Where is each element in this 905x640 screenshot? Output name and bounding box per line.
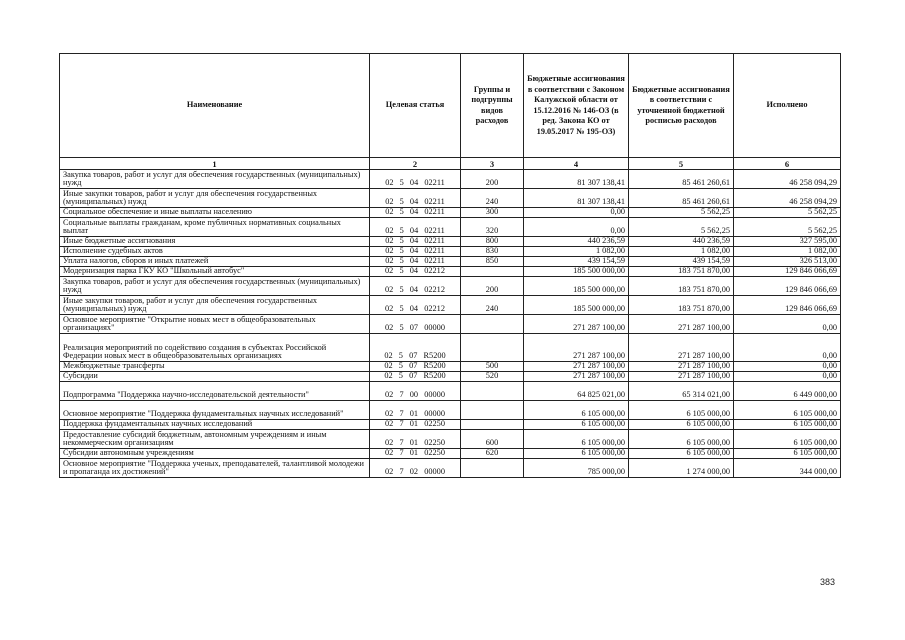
row-revised-allocation-cell: 183 751 870,00 <box>629 267 734 277</box>
row-expense-group-cell <box>461 420 524 430</box>
column-number: 4 <box>524 158 629 170</box>
row-expense-group-cell <box>461 267 524 277</box>
budget-sheet <box>59 53 840 478</box>
row-expense-group-cell: 600 <box>461 430 524 449</box>
row-name-cell: Закупка товаров, работ и услуг для обеспечения государственных (муниципальных) нужд <box>60 277 370 296</box>
row-law-allocation-cell: 439 154,59 <box>524 257 629 267</box>
row-law-allocation-cell: 271 287 100,00 <box>524 362 629 372</box>
row-name-cell: Закупка товаров, работ и услуг для обеспечения государственных (муниципальных) нужд <box>60 170 370 189</box>
column-number-row <box>60 158 841 170</box>
row-target-article-cell: 02 5 07 R5200 <box>370 334 461 362</box>
row-executed-cell: 129 846 066,69 <box>734 296 841 315</box>
row-name-cell: Иные бюджетные ассигнования <box>60 237 370 247</box>
row-law-allocation-cell: 6 105 000,00 <box>524 449 629 459</box>
row-revised-allocation-cell: 6 105 000,00 <box>629 401 734 420</box>
row-name-cell: Уплата налогов, сборов и иных платежей <box>60 257 370 267</box>
row-revised-allocation-cell: 271 287 100,00 <box>629 372 734 382</box>
row-executed-cell: 129 846 066,69 <box>734 267 841 277</box>
row-revised-allocation-cell: 1 082,00 <box>629 247 734 257</box>
row-target-article-cell: 02 5 04 02212 <box>370 296 461 315</box>
row-revised-allocation-cell: 6 105 000,00 <box>629 449 734 459</box>
row-target-article-cell: 02 7 02 00000 <box>370 459 461 478</box>
row-name-cell: Субсидии <box>60 372 370 382</box>
row-target-article-cell: 02 5 04 02212 <box>370 267 461 277</box>
row-law-allocation-cell: 1 082,00 <box>524 247 629 257</box>
row-expense-group-cell <box>461 382 524 401</box>
row-name-cell: Предоставление субсидий бюджетным, автономным учреждениям и иным некоммерческим организациям <box>60 430 370 449</box>
row-name-cell: Основное мероприятие "Поддержка фундаментальных научных исследований" <box>60 401 370 420</box>
row-name-cell: Социальное обеспечение и иные выплаты населению <box>60 208 370 218</box>
row-law-allocation-cell: 440 236,59 <box>524 237 629 247</box>
table-row <box>60 315 841 334</box>
row-executed-cell: 1 082,00 <box>734 247 841 257</box>
row-target-article-cell: 02 7 01 02250 <box>370 430 461 449</box>
row-expense-group-cell <box>461 459 524 478</box>
row-revised-allocation-cell: 440 236,59 <box>629 237 734 247</box>
row-executed-cell: 129 846 066,69 <box>734 277 841 296</box>
row-executed-cell: 5 562,25 <box>734 218 841 237</box>
header-law-allocations: Бюджетные ассигнования в соответствии с Законом Калужской области от 15.12.2016 № 146-ОЗ (в ред. Закона КО от 19.05.2017 № 195-ОЗ) <box>524 54 629 158</box>
row-target-article-cell: 02 5 04 02211 <box>370 257 461 267</box>
table-row <box>60 277 841 296</box>
table-row <box>60 170 841 189</box>
row-revised-allocation-cell: 1 274 000,00 <box>629 459 734 478</box>
row-executed-cell: 6 105 000,00 <box>734 401 841 420</box>
header-row <box>60 54 841 158</box>
row-revised-allocation-cell: 271 287 100,00 <box>629 315 734 334</box>
row-revised-allocation-cell: 271 287 100,00 <box>629 334 734 362</box>
row-name-cell: Реализация мероприятий по содействию создания в субъектах Российской Федерации новых мест в общеобразовательных организациях <box>60 334 370 362</box>
table-body <box>60 170 841 478</box>
row-executed-cell: 0,00 <box>734 372 841 382</box>
row-name-cell: Социальные выплаты гражданам, кроме публичных нормативных социальных выплат <box>60 218 370 237</box>
row-executed-cell: 344 000,00 <box>734 459 841 478</box>
row-law-allocation-cell: 64 825 021,00 <box>524 382 629 401</box>
header-target-article: Целевая статья <box>370 54 461 158</box>
row-executed-cell: 46 258 094,29 <box>734 189 841 208</box>
row-expense-group-cell: 200 <box>461 277 524 296</box>
row-law-allocation-cell: 185 500 000,00 <box>524 296 629 315</box>
row-expense-group-cell: 500 <box>461 362 524 372</box>
row-executed-cell: 5 562,25 <box>734 208 841 218</box>
table-row <box>60 334 841 362</box>
row-executed-cell: 0,00 <box>734 362 841 372</box>
row-executed-cell: 0,00 <box>734 315 841 334</box>
row-revised-allocation-cell: 6 105 000,00 <box>629 430 734 449</box>
column-number: 3 <box>461 158 524 170</box>
row-revised-allocation-cell: 5 562,25 <box>629 208 734 218</box>
row-revised-allocation-cell: 85 461 260,61 <box>629 189 734 208</box>
row-name-cell: Поддержка фундаментальных научных исследований <box>60 420 370 430</box>
row-revised-allocation-cell: 85 461 260,61 <box>629 170 734 189</box>
table-row <box>60 449 841 459</box>
row-name-cell: Исполнение судебных актов <box>60 247 370 257</box>
row-expense-group-cell: 520 <box>461 372 524 382</box>
row-law-allocation-cell: 785 000,00 <box>524 459 629 478</box>
row-name-cell: Иные закупки товаров, работ и услуг для обеспечения государственных (муниципальных) нужд <box>60 296 370 315</box>
row-expense-group-cell <box>461 401 524 420</box>
table-row <box>60 420 841 430</box>
row-executed-cell: 0,00 <box>734 334 841 362</box>
header-revised-allocations: Бюджетные ассигнования в соответствии с уточненной бюджетной росписью расходов <box>629 54 734 158</box>
row-law-allocation-cell: 6 105 000,00 <box>524 420 629 430</box>
row-target-article-cell: 02 5 04 02211 <box>370 218 461 237</box>
row-executed-cell: 6 449 000,00 <box>734 382 841 401</box>
row-executed-cell: 46 258 094,29 <box>734 170 841 189</box>
header-executed: Исполнено <box>734 54 841 158</box>
row-target-article-cell: 02 5 07 R5200 <box>370 362 461 372</box>
row-revised-allocation-cell: 439 154,59 <box>629 257 734 267</box>
row-expense-group-cell: 850 <box>461 257 524 267</box>
column-number: 5 <box>629 158 734 170</box>
budget-table <box>59 53 841 478</box>
row-law-allocation-cell: 81 307 138,41 <box>524 170 629 189</box>
row-expense-group-cell: 240 <box>461 189 524 208</box>
table-row <box>60 459 841 478</box>
row-expense-group-cell <box>461 315 524 334</box>
row-revised-allocation-cell: 6 105 000,00 <box>629 420 734 430</box>
row-law-allocation-cell: 6 105 000,00 <box>524 430 629 449</box>
header-expense-groups: Группы и подгруппы видов расходов <box>461 54 524 158</box>
row-name-cell: Модернизация парка ГКУ КО "Школьный автобус" <box>60 267 370 277</box>
row-target-article-cell: 02 7 01 00000 <box>370 401 461 420</box>
row-expense-group-cell: 830 <box>461 247 524 257</box>
row-name-cell: Иные закупки товаров, работ и услуг для обеспечения государственных (муниципальных) нужд <box>60 189 370 208</box>
row-name-cell: Межбюджетные трансферты <box>60 362 370 372</box>
row-expense-group-cell: 200 <box>461 170 524 189</box>
row-expense-group-cell: 320 <box>461 218 524 237</box>
column-number: 1 <box>60 158 370 170</box>
row-expense-group-cell: 620 <box>461 449 524 459</box>
row-target-article-cell: 02 5 04 02212 <box>370 277 461 296</box>
table-row <box>60 267 841 277</box>
row-expense-group-cell <box>461 334 524 362</box>
row-target-article-cell: 02 5 07 00000 <box>370 315 461 334</box>
table-row <box>60 296 841 315</box>
row-revised-allocation-cell: 5 562,25 <box>629 218 734 237</box>
row-target-article-cell: 02 7 01 02250 <box>370 449 461 459</box>
row-revised-allocation-cell: 65 314 021,00 <box>629 382 734 401</box>
row-law-allocation-cell: 271 287 100,00 <box>524 334 629 362</box>
column-number: 2 <box>370 158 461 170</box>
row-executed-cell: 6 105 000,00 <box>734 449 841 459</box>
table-row <box>60 208 841 218</box>
row-expense-group-cell: 800 <box>461 237 524 247</box>
row-target-article-cell: 02 5 04 02211 <box>370 247 461 257</box>
row-executed-cell: 326 513,00 <box>734 257 841 267</box>
row-law-allocation-cell: 6 105 000,00 <box>524 401 629 420</box>
row-revised-allocation-cell: 183 751 870,00 <box>629 296 734 315</box>
row-law-allocation-cell: 185 500 000,00 <box>524 277 629 296</box>
row-target-article-cell: 02 7 01 02250 <box>370 420 461 430</box>
table-row <box>60 372 841 382</box>
row-expense-group-cell: 300 <box>461 208 524 218</box>
row-revised-allocation-cell: 271 287 100,00 <box>629 362 734 372</box>
table-row <box>60 247 841 257</box>
page-number: 383 <box>820 577 836 587</box>
row-law-allocation-cell: 271 287 100,00 <box>524 372 629 382</box>
row-law-allocation-cell: 0,00 <box>524 218 629 237</box>
row-expense-group-cell: 240 <box>461 296 524 315</box>
row-name-cell: Подпрограмма "Поддержка научно-исследовательской деятельности" <box>60 382 370 401</box>
row-law-allocation-cell: 0,00 <box>524 208 629 218</box>
row-target-article-cell: 02 5 04 02211 <box>370 237 461 247</box>
row-target-article-cell: 02 7 00 00000 <box>370 382 461 401</box>
table-row <box>60 218 841 237</box>
table-row <box>60 237 841 247</box>
row-target-article-cell: 02 5 04 02211 <box>370 208 461 218</box>
table-row <box>60 401 841 420</box>
row-executed-cell: 327 595,00 <box>734 237 841 247</box>
row-law-allocation-cell: 81 307 138,41 <box>524 189 629 208</box>
table-row <box>60 362 841 372</box>
header-name: Наименование <box>60 54 370 158</box>
row-name-cell: Основное мероприятие "Открытие новых мест в общеобразовательных организациях" <box>60 315 370 334</box>
table-row <box>60 257 841 267</box>
row-law-allocation-cell: 271 287 100,00 <box>524 315 629 334</box>
row-executed-cell: 6 105 000,00 <box>734 430 841 449</box>
column-number: 6 <box>734 158 841 170</box>
row-name-cell: Основное мероприятие "Поддержка ученых, преподавателей, талантливой молодежи и пропаганда их достижений" <box>60 459 370 478</box>
table-row <box>60 382 841 401</box>
table-row <box>60 430 841 449</box>
row-revised-allocation-cell: 183 751 870,00 <box>629 277 734 296</box>
row-name-cell: Субсидии автономным учреждениям <box>60 449 370 459</box>
row-target-article-cell: 02 5 04 02211 <box>370 170 461 189</box>
row-executed-cell: 6 105 000,00 <box>734 420 841 430</box>
row-target-article-cell: 02 5 04 02211 <box>370 189 461 208</box>
row-target-article-cell: 02 5 07 R5200 <box>370 372 461 382</box>
row-law-allocation-cell: 185 500 000,00 <box>524 267 629 277</box>
table-row <box>60 189 841 208</box>
